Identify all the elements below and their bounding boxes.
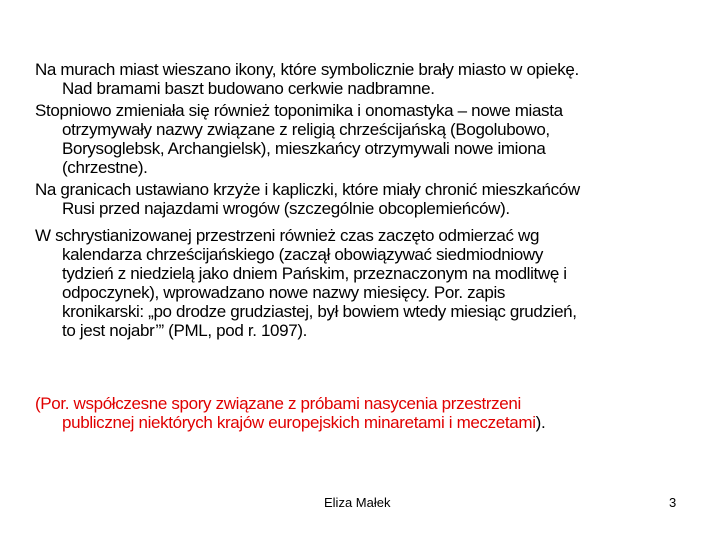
paragraph-borders bbox=[35, 180, 580, 218]
text-line: odpoczynek), wprowadzano nowe nazwy miesięcy. Por. zapis bbox=[62, 283, 506, 302]
text-line: Borysoglebsk, Archangielsk), mieszkańcy otrzymywali nowe imiona bbox=[62, 139, 546, 158]
paragraph-icons bbox=[35, 60, 579, 98]
paragraph-calendar bbox=[35, 226, 577, 340]
note-line: (Por. współczesne spory związane z próbami nasycenia przestrzeni bbox=[35, 394, 521, 413]
text-line: tydzień z niedzielą jako dniem Pańskim, przeznaczonym na modlitwę i bbox=[62, 264, 567, 283]
text-line: Na murach miast wieszano ikony, które symbolicznie brały miasto w opiekę. bbox=[35, 60, 579, 79]
text-line: kronikarski: „po drodze grudziastej, był bowiem wtedy miesiąc grudzień, bbox=[62, 302, 577, 321]
text-line: Stopniowo zmieniała się również toponimika i onomastyka – nowe miasta bbox=[35, 101, 563, 120]
text-line: to jest nojabr’” (PML, pod r. 1097). bbox=[62, 321, 308, 340]
text-line: Na granicach ustawiano krzyże i kapliczki, które miały chronić mieszkańców bbox=[35, 180, 580, 199]
note-closing: ). bbox=[535, 413, 546, 432]
paragraph-toponymy bbox=[35, 101, 563, 177]
page-number: 3 bbox=[669, 495, 677, 510]
note-paragraph bbox=[35, 394, 545, 432]
text-line: kalendarza chrześcijańskiego (zaczął obowiązywać siedmiodniowy bbox=[62, 245, 543, 264]
text-line: Rusi przed najazdami wrogów (szczególnie obcoplemieńców). bbox=[62, 199, 510, 218]
footer-author: Eliza Małek bbox=[324, 495, 391, 510]
text-line: otrzymywały nazwy związane z religią chrześcijańską (Bogolubowo, bbox=[62, 120, 550, 139]
text-line: W schrystianizowanej przestrzeni również czas zaczęto odmierzać wg bbox=[35, 226, 540, 245]
note-line: publicznej niektórych krajów europejskich minaretami i meczetami bbox=[62, 413, 536, 432]
text-line: (chrzestne). bbox=[62, 158, 148, 177]
text-line: Nad bramami baszt budowano cerkwie nadbramne. bbox=[62, 79, 435, 98]
